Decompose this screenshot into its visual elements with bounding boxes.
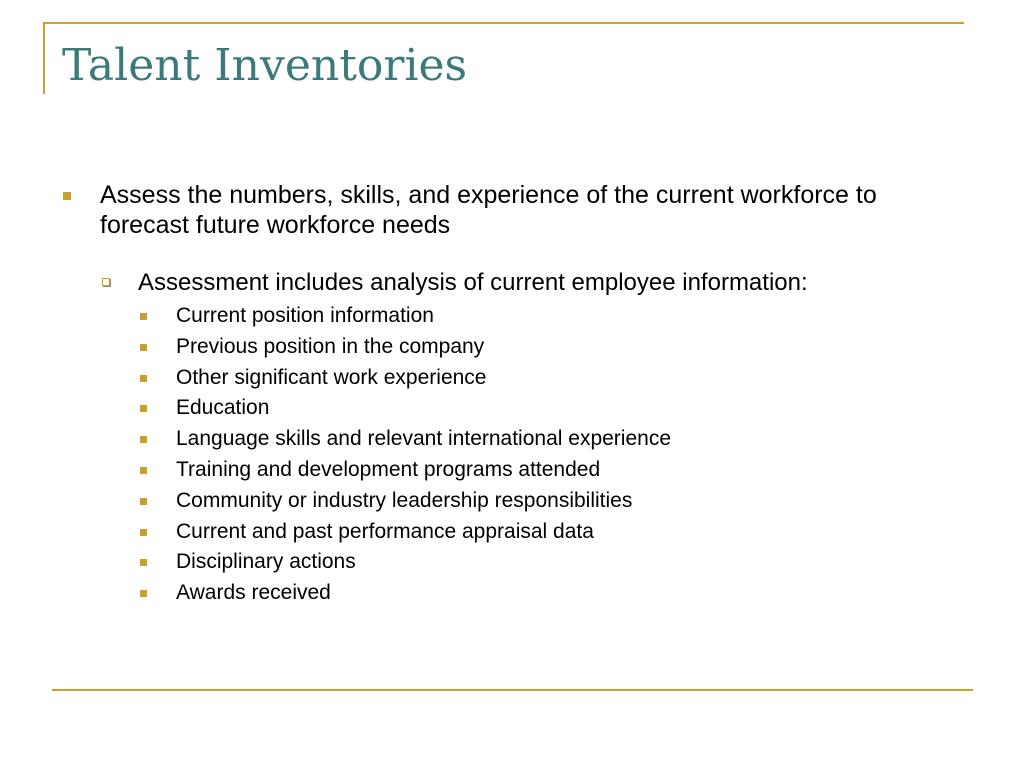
square-bullet-icon [140,344,147,351]
sub-bullet-point [60,268,960,298]
sub-bullet-text: Assessment includes analysis of current employee information: [138,269,808,296]
employee-information-list [60,301,960,609]
square-bullet-icon [140,590,147,597]
list-item-text: Disciplinary actions [176,550,356,574]
list-item [60,393,960,424]
main-bullet-text: Assess the numbers, skills, and experience of the current workforce to forecast future workforce needs [100,181,877,239]
list-item-text: Current position information [176,304,434,327]
square-bullet-icon [140,559,147,566]
list-item [60,517,960,548]
list-item [60,578,960,609]
main-bullet-point [60,180,960,240]
slide-title: Talent Inventories [62,40,468,91]
list-item-text: Other significant work experience [176,365,487,389]
square-bullet-icon [140,529,147,536]
square-bullet-icon [140,313,147,320]
top-border-line [43,22,964,24]
list-item-text: Community or industry leadership responsibilities [176,488,633,512]
list-item-text: Training and development programs attended [176,457,601,481]
list-item-text: Awards received [176,581,331,605]
list-item-text: Language skills and relevant international experience [176,427,671,451]
hollow-square-bullet-icon [102,278,110,286]
list-item [60,547,960,578]
list-item [60,486,960,517]
list-item [60,332,960,363]
list-item-text: Previous position in the company [176,334,485,358]
square-bullet-icon [63,192,71,200]
slide-body [60,180,960,609]
list-item-text: Education [176,396,270,420]
square-bullet-icon [140,467,147,474]
bottom-border-line [52,689,973,691]
list-item-text: Current and past performance appraisal data [176,519,594,543]
square-bullet-icon [140,436,147,443]
left-border-line [43,22,45,94]
list-item [60,363,960,394]
list-item [60,455,960,486]
list-item [60,301,960,332]
square-bullet-icon [140,375,147,382]
square-bullet-icon [140,405,147,412]
list-item [60,424,960,455]
square-bullet-icon [140,498,147,505]
